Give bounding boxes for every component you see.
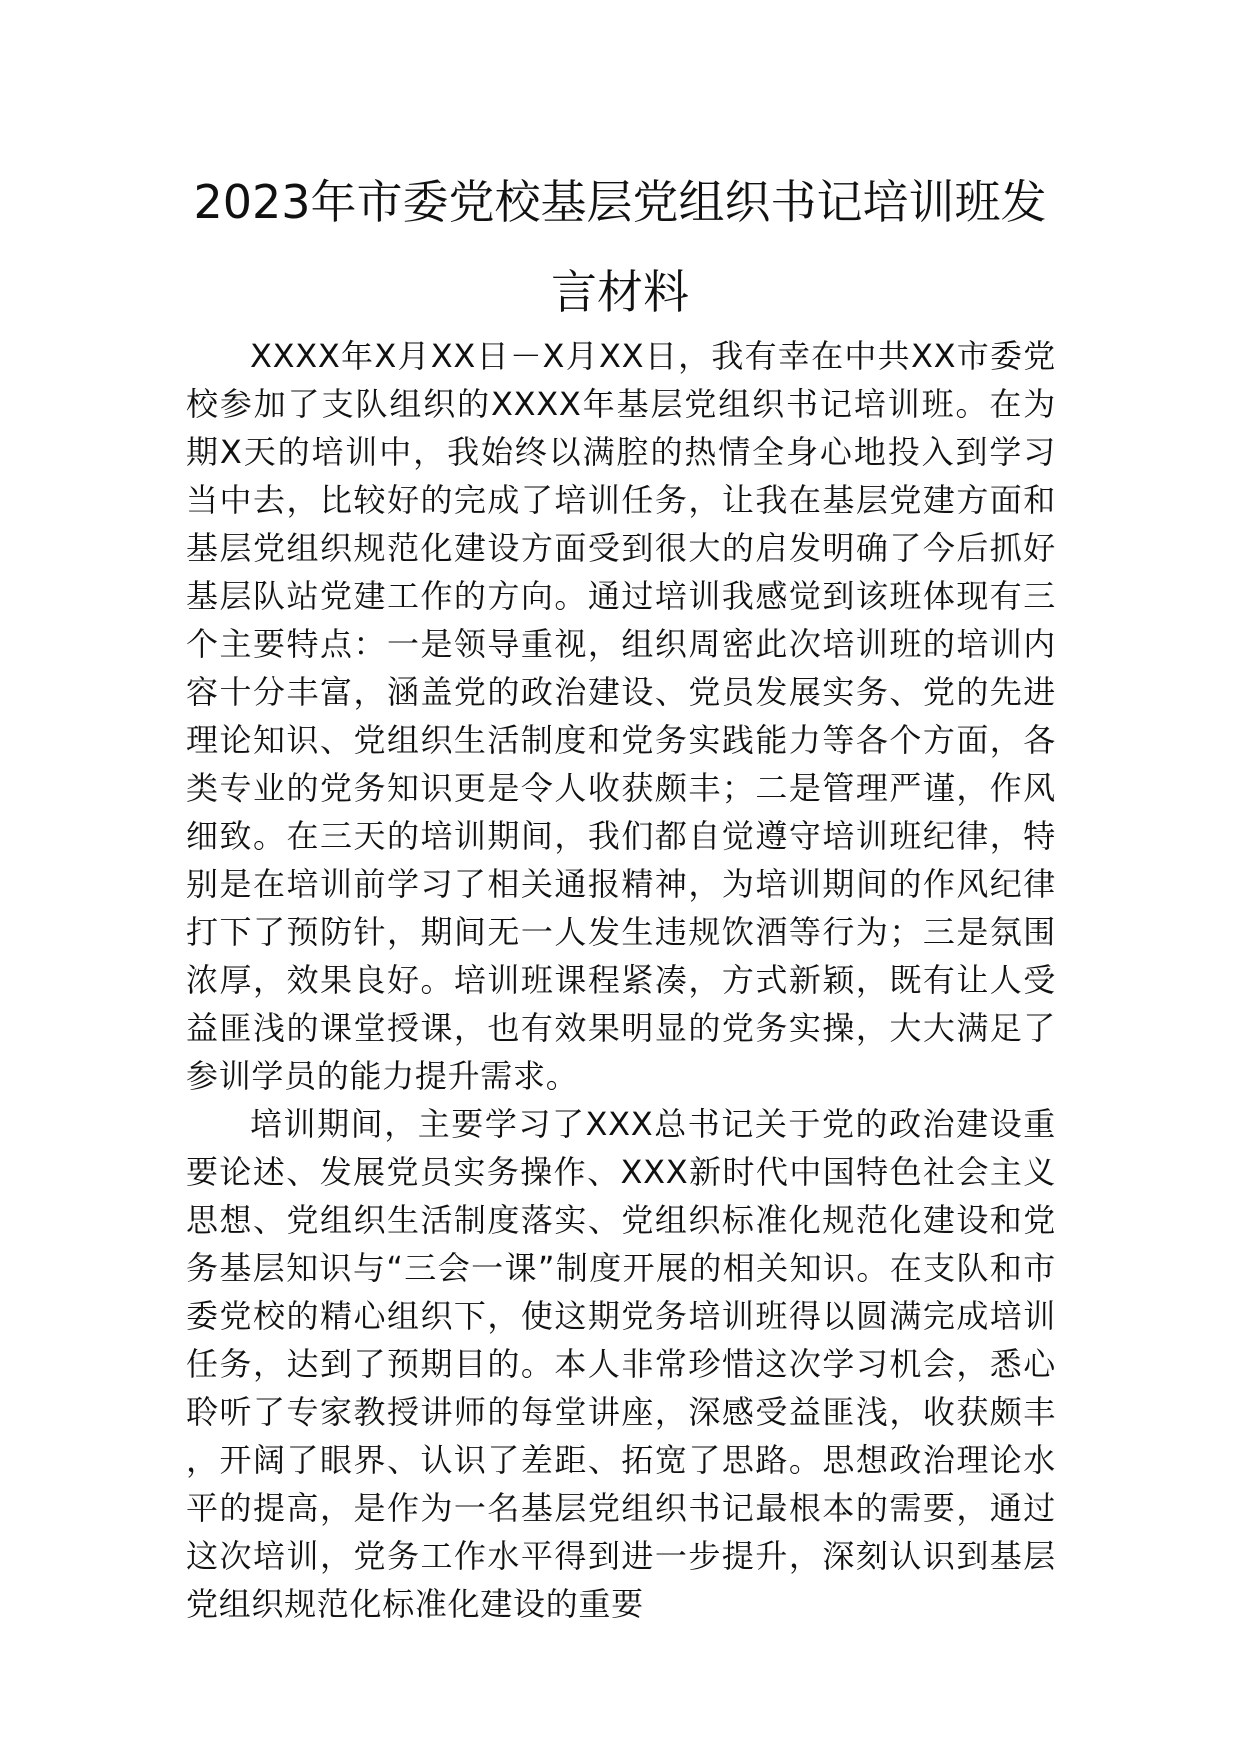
- document-title-line-2: 言材料: [551, 265, 689, 319]
- paragraph-1: XXXX年X月XX日－X月XX日，我有幸在中共XX市委党校参加了支队组织的XXXX年基层党组织书记培训班。在为期X天的培训中，我始终以满腔的热情全身心地投入到学习当中去，比较好的完成了培训任务，让我在基层党建方面和基层党组织规范化建设方面受到很大的启发明确了今后抓好基层队站党建工作的方向。通过培训我感觉到该班体现有三个主要特点：一是领导重视，组织周密此次培训班的培训内容十分丰富，涵盖党的政治建设、党员发展实务、党的先进理论知识、党组织生活制度和党务实践能力等各个方面，各类专业的党务知识更是令人收获颇丰；二是管理严谨，作风细致。在三天的培训期间，我们都自觉遵守培训班纪律，特别是在培训前学习了相关通报精神，为培训期间的作风纪律打下了预防针，期间无一人发生违规饮酒等行为；三是氛围浓厚，效果良好。培训班课程紧凑，方式新颖，既有让人受益匪浅的课堂授课，也有效果明显的党务实操，大大满足了参训学员的能力提升需求。: [186, 337, 1056, 1095]
- paragraph-2: 培训期间，主要学习了XXX总书记关于党的政治建设重要论述、发展党员实务操作、XXX新时代中国特色社会主义思想、党组织生活制度落实、党组织标准化规范化建设和党务基层知识与“三会一课”制度开展的相关知识。在支队和市委党校的精心组织下，使这期党务培训班得以圆满完成培训任务，达到了预期目的。本人非常珍惜这次学习机会，悉心聆听了专家教授讲师的每堂讲座，深感受益匪浅，收获颇丰，开阔了眼界、认识了差距、拓宽了思路。思想政治理论水平的提高，是作为一名基层党组织书记最根本的需要，通过这次培训，党务工作水平得到进一步提升，深刻认识到基层党组织规范化标准化建设的重要: [186, 1105, 1056, 1623]
- document-title-line-1: 2023年市委党校基层党组织书记培训班发: [193, 175, 1047, 229]
- document-body: [186, 332, 1056, 1628]
